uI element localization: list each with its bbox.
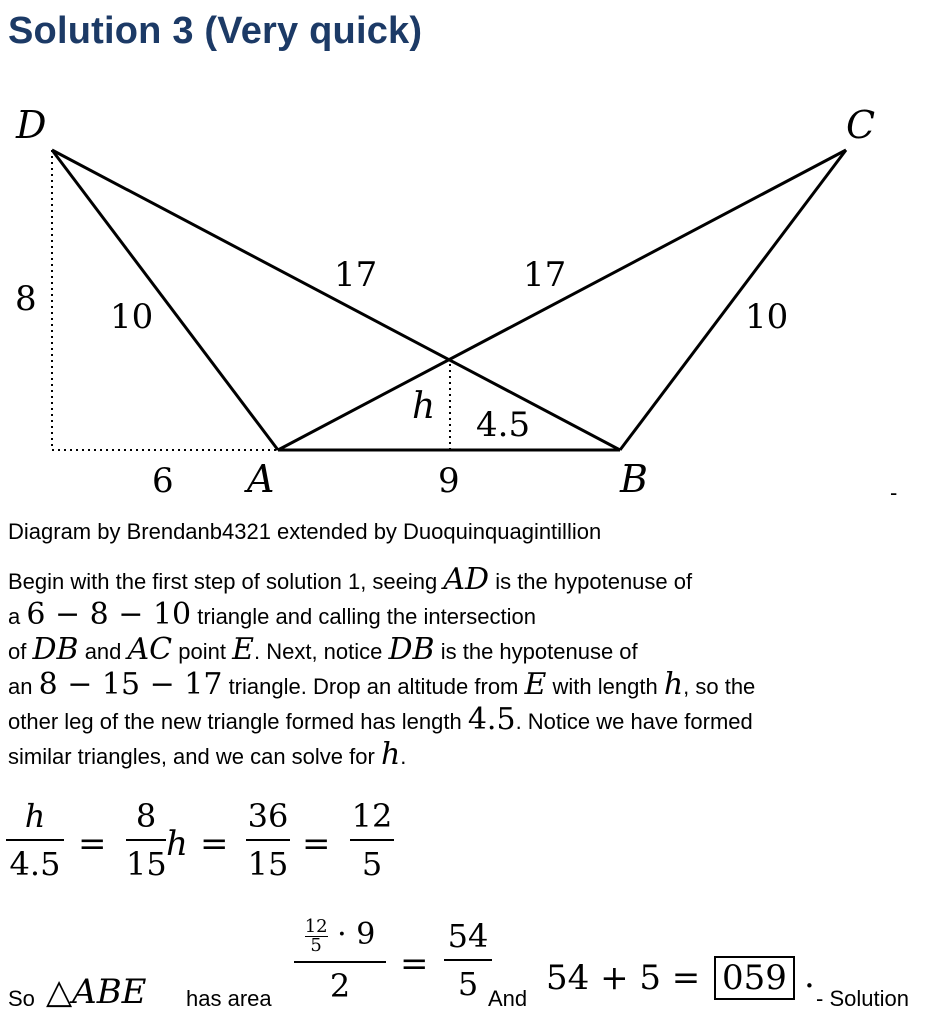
eq1-equals-2: = — [200, 824, 229, 864]
label-point-b: B — [620, 457, 648, 501]
eq1-frac-36-over-15: 36 15 — [247, 797, 289, 883]
math-ac: AC — [127, 632, 173, 667]
eq2-answer-box: 059 — [714, 956, 795, 1000]
math-4-5: 4.5 — [467, 702, 516, 737]
label-height-length: 8 — [15, 279, 37, 319]
solution-paragraph — [8, 562, 938, 772]
eq2-period: . — [804, 956, 815, 996]
eq2-inner-fraction: $\frac{12}{5}$ — [304, 915, 328, 956]
eq1-frac-8-over-15: 8 15 — [126, 797, 167, 883]
label-point-d: D — [16, 103, 47, 147]
math-db-2: DB — [388, 632, 435, 667]
para-line-3: of DB and AC point E. Next, notice DB is the hypotenuse of — [8, 632, 638, 667]
eq2-so-label: So — [8, 986, 35, 1011]
math-ad: AD — [443, 562, 490, 597]
eq2-frac-54-over-5: 54 5 — [444, 916, 492, 1004]
math-h: h — [663, 667, 684, 702]
para-line-2: a 6 − 8 − 10 triangle and calling the intersection — [8, 597, 537, 632]
eq1-frac-12-over-5: 12 5 — [351, 797, 393, 883]
math-db: DB — [32, 632, 79, 667]
eq2-triangle-abe: △ABE — [46, 972, 147, 1012]
para-line-4: an 8 − 15 − 17 triangle. Drop an altitude from E with length h, so the — [8, 667, 756, 702]
segment-da — [52, 150, 278, 450]
para-line-5: other leg of the new triangle formed has length 4.5. Notice we have formed — [8, 702, 753, 737]
page-title: Solution 3 (Very quick) — [8, 10, 423, 52]
para-line-1: Begin with the first step of solution 1, seeing AD is the hypotenuse of — [8, 562, 693, 597]
eq2-and-label: And — [488, 986, 528, 1011]
label-ab-length: 9 — [438, 461, 460, 501]
eq1-h: h — [166, 824, 188, 864]
stray-dash: - — [890, 480, 898, 505]
math-e-2: E — [524, 667, 547, 702]
label-ac-length: 17 — [523, 255, 567, 295]
eq1-equals-3: = — [302, 824, 331, 864]
eq2-tail-label: - Solution — [816, 986, 909, 1011]
segment-cb — [620, 150, 846, 450]
label-da-length: 10 — [110, 297, 154, 337]
eq1-equals-1: = — [78, 824, 107, 864]
eq1-frac-h-over-4-5: h 4.5 — [6, 796, 64, 884]
label-point-c: C — [846, 103, 876, 147]
eq2-has-area-label: has area — [186, 986, 272, 1011]
label-db-length: 17 — [334, 255, 378, 295]
label-cb-length: 10 — [745, 297, 789, 337]
eq2-sum: 54 + 5 = — [546, 958, 701, 998]
label-altitude-h: h — [412, 386, 436, 427]
math-h-2: h — [380, 737, 401, 772]
label-base-length: 6 — [152, 461, 174, 501]
label-point-a: A — [247, 457, 275, 501]
math-e: E — [232, 632, 254, 667]
math-8-15-17: 8 − 15 − 17 — [38, 667, 223, 702]
eq2-equals: = — [400, 944, 429, 984]
para-line-6: similar triangles, and we can solve for h. — [8, 737, 407, 772]
eq2-big-fraction: $\frac{12}{5}$ · 9 2 — [294, 912, 386, 1006]
diagram-caption: Diagram by Brendanb4321 extended by Duoquinquagintillion — [8, 519, 602, 544]
math-6-8-10: 6 − 8 − 10 — [26, 597, 192, 632]
geometry-diagram — [0, 0, 946, 510]
label-half-length: 4.5 — [476, 405, 531, 445]
